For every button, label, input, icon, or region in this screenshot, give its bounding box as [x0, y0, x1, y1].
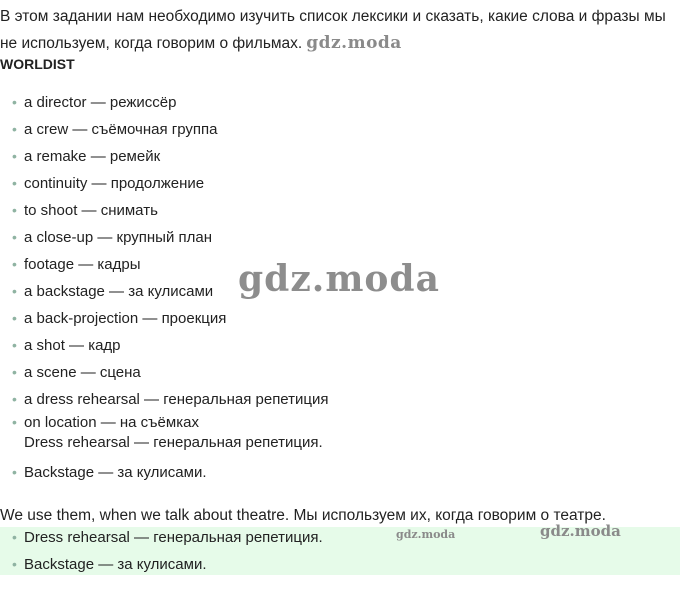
list-item-text: a shot — кадр — [24, 337, 121, 354]
bullet-icon: • — [12, 202, 17, 218]
list-item — [0, 359, 329, 386]
list-item — [0, 224, 329, 251]
list-item — [0, 386, 329, 413]
bullet-icon: • — [12, 310, 17, 326]
list-item — [0, 116, 329, 143]
intro-paragraph — [0, 3, 676, 57]
list-item — [0, 551, 323, 578]
bullet-icon: • — [12, 256, 17, 272]
bullet-icon: • — [12, 414, 17, 430]
bullet-icon: • — [12, 175, 17, 191]
list-item-text: a close-up — крупный план — [24, 229, 213, 246]
list-item-text: a back-projection — проекция — [24, 310, 227, 327]
list-item — [0, 432, 329, 459]
list-item-text: Dress rehearsal — генеральная репетиция. — [24, 434, 323, 451]
list-item — [0, 89, 329, 116]
list-item-text: a director — режиссёр — [24, 94, 177, 111]
list-item — [0, 170, 329, 197]
list-item-text: a remake — ремейк — [24, 148, 161, 165]
list-item-text: continuity — продолжение — [24, 175, 205, 192]
bullet-icon: • — [12, 94, 17, 110]
list-item — [0, 459, 329, 486]
bullet-icon: • — [12, 556, 17, 572]
bullet-icon: • — [12, 148, 17, 164]
list-item — [0, 197, 329, 224]
list-item — [0, 305, 329, 332]
worldist-heading: WORLDIST — [0, 56, 75, 72]
bullet-icon: • — [12, 121, 17, 137]
list-item — [0, 413, 329, 432]
theatre-list — [0, 524, 323, 578]
bullet-icon: • — [12, 283, 17, 299]
list-item-text: footage — кадры — [24, 256, 141, 273]
watermark-small: gdz.moda — [396, 528, 456, 541]
bullet-icon: • — [12, 464, 17, 480]
watermark-medium: gdz.moda — [540, 522, 621, 540]
list-item-text: a crew — съёмочная группа — [24, 121, 218, 138]
bullet-icon: • — [12, 337, 17, 353]
list-item-text: Backstage — за кулисами. — [24, 464, 207, 481]
bullet-icon: • — [12, 391, 17, 407]
list-item-text: Backstage — за кулисами. — [24, 556, 207, 573]
bullet-icon: • — [12, 529, 17, 545]
watermark-large: gdz.moda — [238, 258, 440, 300]
list-item-text: Dress rehearsal — генеральная репетиция. — [24, 529, 323, 546]
bullet-icon: • — [12, 229, 17, 245]
list-item-text: on location — на съёмках — [24, 414, 199, 431]
list-item-text: a dress rehearsal — генеральная репетиция — [24, 391, 329, 408]
list-item — [0, 143, 329, 170]
list-item-text: to shoot — снимать — [24, 202, 158, 219]
intro-text: В этом задании нам необходимо изучить список лексики и сказать, какие слова и фразы мы не используем, когда говорим о фильмах. — [0, 8, 666, 52]
watermark-inline: gdz.moda — [306, 33, 402, 53]
outro-paragraph: We use them, when we talk about theatre. Мы используем их, когда говорим о театре. — [0, 507, 606, 524]
list-item — [0, 524, 323, 551]
list-item-text: a scene — сцена — [24, 364, 141, 381]
list-item — [0, 332, 329, 359]
bullet-icon: • — [12, 364, 17, 380]
list-item-text: a backstage — за кулисами — [24, 283, 214, 300]
